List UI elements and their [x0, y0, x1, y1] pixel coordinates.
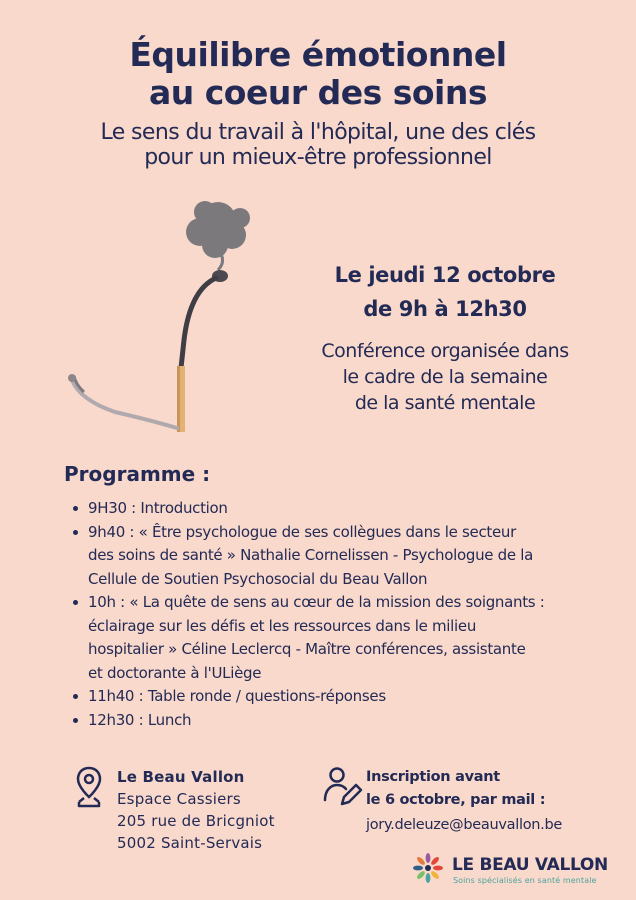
programme-item-line: 9h40 : « Être psychologue de ses collègues dans le secteur: [88, 522, 516, 541]
conference-note: [292, 338, 598, 416]
logo-petal: [426, 853, 431, 863]
title-line-1: Équilibre émotionnel: [129, 35, 507, 74]
programme-item-line: des soins de santé » Nathalie Cornelissen - Psychologue de la: [88, 546, 534, 564]
subtitle-line-1: Le sens du travail à l'hôpital, une des clés: [100, 120, 536, 145]
programme-item-line: Cellule de Soutien Psychosocial du Beau Vallon: [88, 569, 428, 588]
map-pin-icon: [76, 766, 102, 808]
programme-item-line: et doctorante à l'ULiège: [88, 663, 262, 682]
logo-petal: [416, 856, 426, 866]
logo-petal: [430, 870, 440, 880]
event-date: [300, 258, 590, 326]
location-line: 205 rue de Bricgniot: [117, 812, 275, 830]
programme-item: [70, 709, 610, 733]
burnt-match-illustration: [60, 190, 260, 440]
programme-item-line: hospitalier » Céline Leclercq - Maître conférences, assistante: [88, 640, 526, 658]
programme-item-line: éclairage sur les défis et les ressources dans le milieu: [88, 616, 477, 635]
programme-item: [70, 685, 610, 709]
logo-name: LE BEAU VALLON: [452, 855, 608, 875]
title-line-2: au coeur des soins: [148, 73, 487, 112]
subtitle: [0, 120, 636, 170]
conference-note-line-3: de la santé mentale: [354, 392, 536, 414]
inscription-email[interactable]: jory.deleuze@beauvallon.be: [366, 817, 563, 833]
logo-tagline: Soins spécialisés en santé mentale: [453, 876, 597, 885]
logo-petal: [433, 866, 443, 871]
event-date-line-1: Le jeudi 12 octobre: [334, 263, 556, 287]
logo-petal: [426, 873, 431, 883]
logo-petal: [430, 856, 440, 866]
location-line: Espace Cassiers: [117, 790, 241, 808]
programme-item: [70, 591, 610, 685]
inscription-block: [366, 766, 562, 837]
conference-note-line-2: le cadre de la semaine: [342, 366, 548, 388]
user-edit-icon: [322, 766, 364, 808]
programme-item-line: 11h40 : Table ronde / questions-réponses: [88, 687, 386, 705]
programme-heading: Programme :: [64, 462, 211, 486]
programme-item-line: 10h : « La quête de sens au cœur de la mission des soignants :: [88, 593, 545, 611]
title: [0, 36, 636, 112]
inscription-line: Inscription avant: [366, 769, 500, 785]
subtitle-line-2: pour un mieux-être professionnel: [144, 145, 492, 170]
programme-item-line: 12h30 : Lunch: [88, 710, 192, 729]
logo-petal: [416, 870, 426, 880]
logo-petal: [413, 866, 423, 871]
programme-item: [70, 497, 610, 521]
inscription-line: le 6 octobre, par mail :: [366, 791, 546, 808]
conference-note-line-1: Conférence organisée dans: [321, 340, 569, 362]
programme-item-line: 9H30 : Introduction: [88, 499, 228, 517]
event-date-line-2: de 9h à 12h30: [363, 297, 527, 321]
programme-item: [70, 521, 610, 592]
location-block: [117, 766, 275, 854]
location-line: 5002 Saint-Servais: [117, 834, 263, 852]
location-name: Le Beau Vallon: [117, 768, 245, 786]
programme-list: [70, 497, 610, 732]
beau-vallon-flower-logo-icon: [410, 850, 446, 886]
